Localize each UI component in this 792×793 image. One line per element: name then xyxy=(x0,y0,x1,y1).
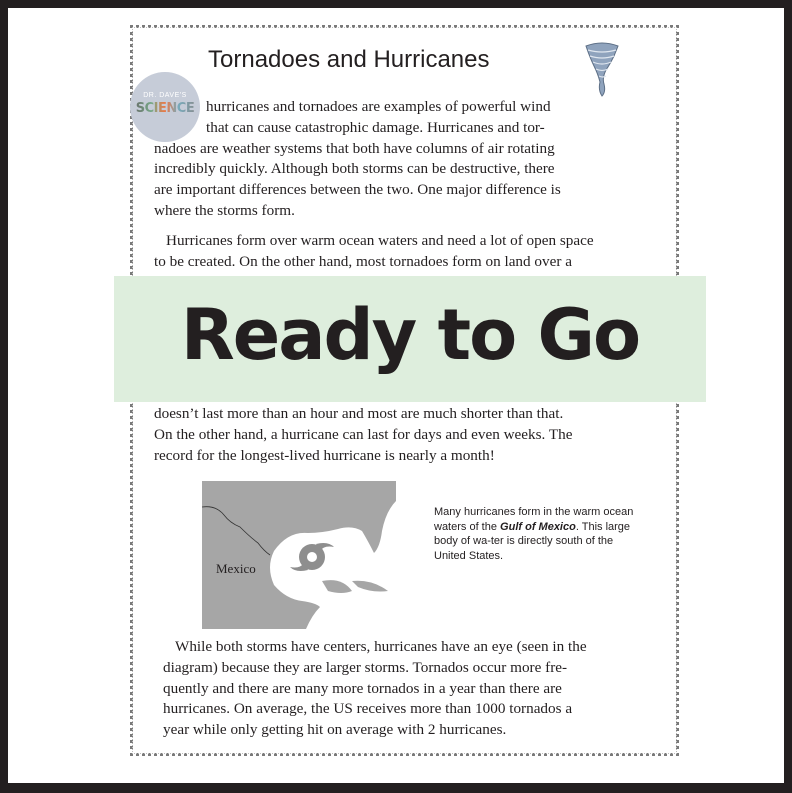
banner-text: Ready to Go xyxy=(180,294,640,376)
document-page xyxy=(8,8,784,783)
logo-line2: SCIENCE xyxy=(132,101,198,116)
paragraph-frequency: While both storms have centers, hurricanes have an eye (seen in the diagram) because they are larger storms. Tornados occur more fre- quently and there are many more tornados in a year than there are hurricanes. On average, the US receives more than 1000 tornados a year while only getting hit on average with 2 hurricanes. xyxy=(163,638,587,739)
page-title: Tornadoes and Hurricanes xyxy=(208,46,490,73)
paragraph-formation: Hurricanes form over warm ocean waters and need a lot of open space to be created. On the other hand, most tornadoes form on land over a xyxy=(154,232,594,270)
gulf-of-mexico-map xyxy=(202,481,396,629)
map-caption: Many hurricanes form in the warm ocean waters of the Gulf of Mexico. This large body of wa-ter is directly south of the United States. xyxy=(434,506,634,562)
paragraph-duration: doesn’t last more than an hour and most are much shorter than that. On the other hand, a hurricane can last for days and even weeks. The record for the longest-lived hurricane is nearly a month! xyxy=(154,405,573,464)
map-label-mexico: Mexico xyxy=(216,561,256,576)
paragraph-intro: hurricanes and tornadoes are examples of powerful wind that can cause catastrophic damage. Hurricanes and tor- nadoes are weather systems that both have columns of air rotating incredibly quickly. Although both storms can be destructive, there are important differences between the two. One major difference is where the storms form. xyxy=(154,98,561,219)
ready-to-go-banner xyxy=(114,276,706,402)
tornado-icon xyxy=(584,42,620,98)
logo-line1: DR. DAVE'S xyxy=(143,92,187,99)
